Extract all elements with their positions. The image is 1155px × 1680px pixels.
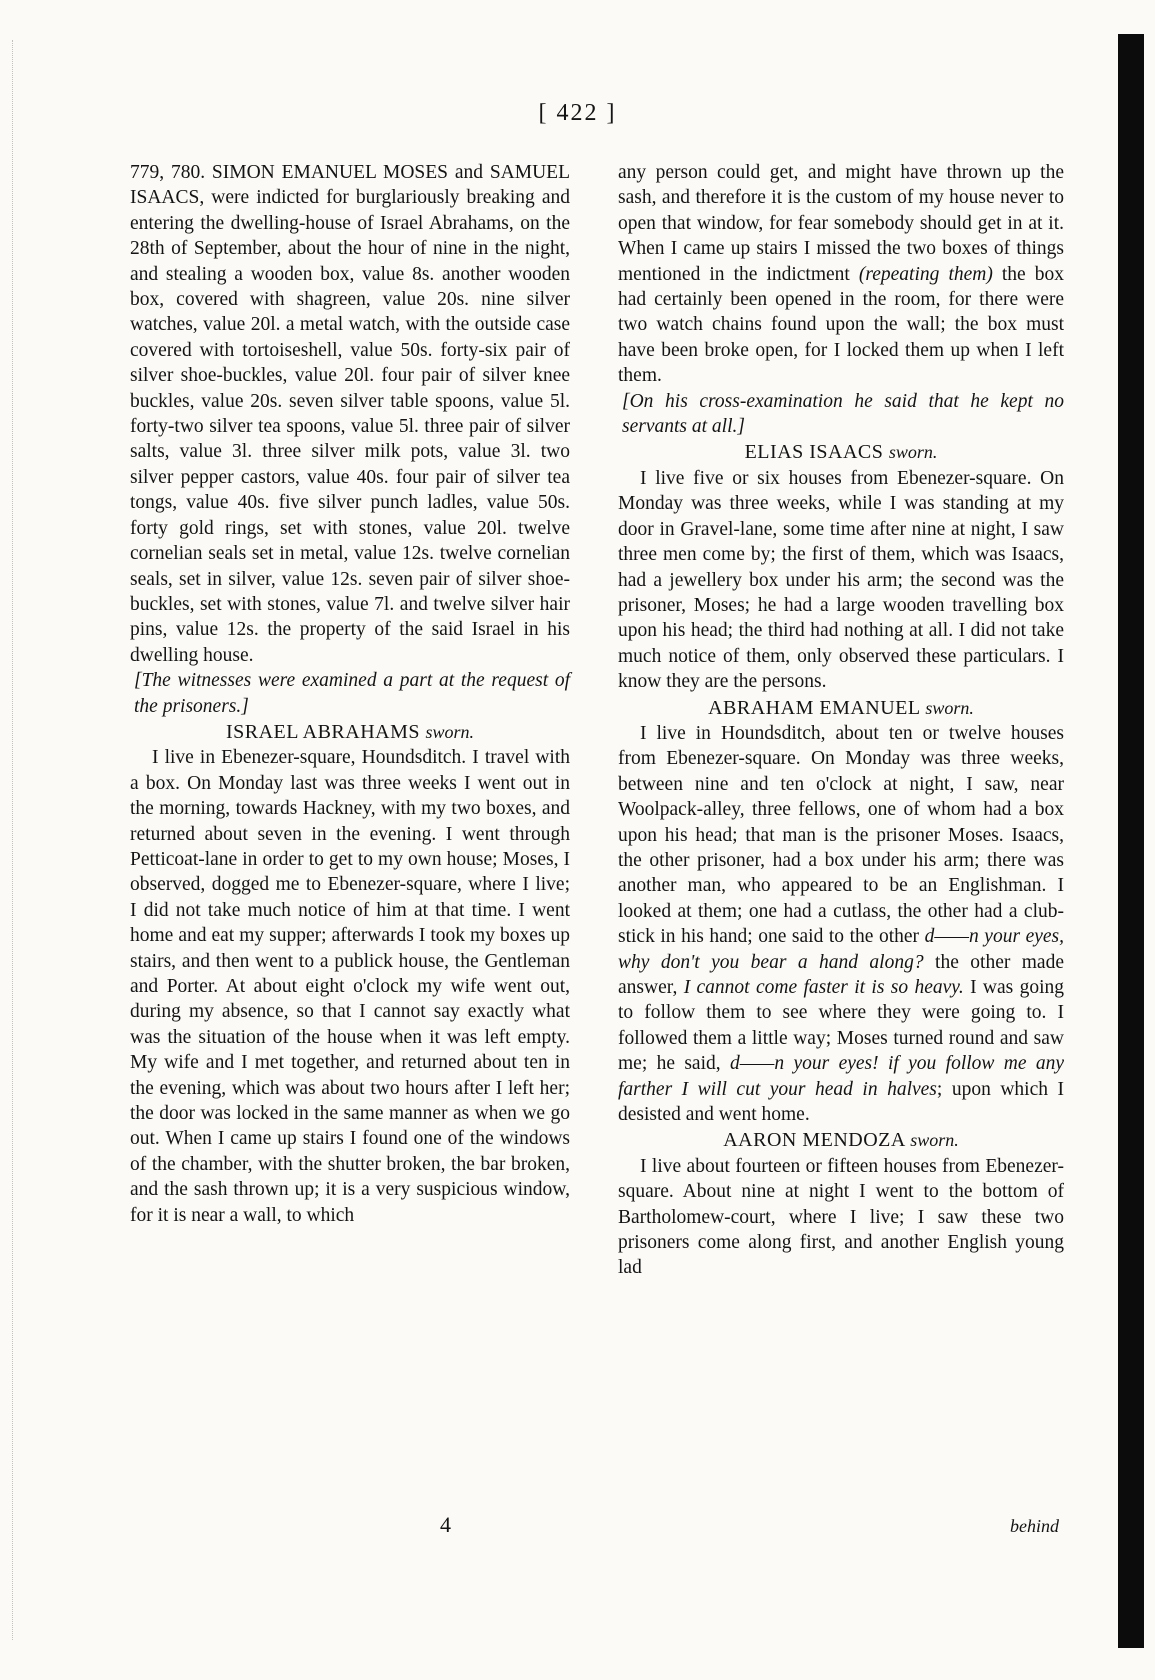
testimony-text: I was going to follow them to see where they were going to. I followed them a little way; Moses turned round and saw me; he said, bbox=[618, 977, 1065, 1075]
book-spine-shadow bbox=[1118, 34, 1144, 1648]
catchword: behind bbox=[1010, 1516, 1059, 1536]
quoted-speech: I cannot come faster it is so heavy. bbox=[683, 977, 964, 998]
indictment-paragraph: 779, 780. SIMON EMANUEL MOSES and SAMUEL ISAACS, were indicted for burglariously breaking and entering the dwelling-house of Israel Abrahams, on the 28th of September, about the hour of nine in the night, and stealing a wooden box, value 8s. another wooden box, covered with shagreen, value 20s. nine silver watches, value 20l. a metal watch, with the outside case covered with tortoiseshell, value 50s. forty-six pair of silver shoe-buckles, value 20l. four pair of silver knee buckles, value 20s. seven silver table spoons, value 5l. forty-two silver tea spoons, value 5l. three pair of silver salts, value 3l. three silver milk pots, value 3l. two silver pepper castors, value 40s. four pair of silver tea tongs, value 40s. five silver punch ladles, value 50s. forty gold rings, set with stones, value 20l. twelve cornelian seals set in metal, value 12s. twelve cornelian seals, set in silver, value 12s. seven pair of silver shoe-buckles, set with stones, value 7l. and twelve silver hair pins, value 12s. the property of the said Israel in his dwelling house. bbox=[130, 162, 570, 666]
witness-heading bbox=[618, 1128, 1064, 1153]
testimony-paragraph: I live about fourteen or fifteen houses from Ebenezer-square. About nine at night I went to the bottom of Bartholomew-court, where I live; I saw these two prisoners come along first, and another English young lad bbox=[618, 1155, 1064, 1279]
examination-note: [The witnesses were examined a part at the request of the prisoners.] bbox=[134, 670, 570, 717]
sworn-label: sworn. bbox=[925, 697, 974, 718]
testimony-text: any person could get, and might have thrown up the sash, and therefore it is the custom of my house never to open that window, for fear somebody should get in at it. When I came up stairs I missed the two boxes of things mentioned in the indictment bbox=[618, 162, 1064, 285]
left-column bbox=[130, 160, 570, 1228]
testimony-text: the other made answer, bbox=[618, 951, 1064, 998]
witness-name: ABRAHAM EMANUEL bbox=[708, 696, 920, 719]
testimony-paragraph: I live five or six houses from Ebenezer-square. On Monday was three weeks, while I was standing at my door in Gravel-lane, some time after nine at night, I saw three men come by; the first of them, which was Isaacs, had a jewellery box under his arm; the second was the prisoner, Moses; he had a large wooden travelling box upon his head; the third had nothing at all. I did not take much notice of them, only observed these particulars. I know they are the persons. bbox=[618, 467, 1064, 693]
sworn-label: sworn. bbox=[888, 442, 938, 463]
testimony-text: I live in Houndsditch, about ten or twelve houses from Ebenezer-square. On Monday was three weeks, between nine and ten o'clock at night, I saw, near Woolpack-alley, three fellows, one of whom had a box upon his head; that man is the prisoner Moses. Isaacs, the other prisoner, had a box under his arm; there was another man, who appeared to be an Englishman. I looked at them; one had a cutlass, the other had a club-stick in his hand; one said to the other bbox=[618, 722, 1064, 948]
witness-name: ISRAEL ABRAHAMS bbox=[225, 720, 420, 743]
witness-name: ELIAS ISAACS bbox=[744, 441, 884, 464]
testimony-paragraph: I live in Ebenezer-square, Houndsditch. I travel with a box. On Monday last was three weeks I went out in the morning, towards Hackney, with my two boxes, and returned about seven in the evening. I went through Petticoat-lane in order to get to my own house; Moses, I observed, dogged me to Ebenezer-square, where I live; I did not take much notice of him at that time. I went home and eat my supper; afterwards I took my boxes up stairs, and then went to a publick house, the Gentleman and Porter. At about eight o'clock my wife went out, during my absence, so that I cannot say exactly what was the situation of the house when it was left empty. My wife and I met together, and returned about ten in the evening, which was about two hours after I left her; the door was locked in the same manner as when we go out. When I came up stairs I found one of the windows of the chamber, with the shutter broken, the bar broken, and the sash thrown up; it is a very suspicious window, for it is near a wall, to which bbox=[130, 747, 570, 1226]
cross-examination-note: [On his cross-examination he said that he kept no servants at all.] bbox=[622, 390, 1064, 438]
witness-heading bbox=[130, 720, 570, 745]
quoted-speech: d——n your eyes! if you follow me any farther I will cut your head in halves bbox=[618, 1053, 1064, 1100]
sworn-label: sworn. bbox=[425, 721, 475, 742]
witness-heading bbox=[618, 696, 1064, 721]
testimony-continuation bbox=[618, 160, 1064, 389]
testimony-paragraph bbox=[618, 721, 1064, 1128]
testimony-text: ; upon which I desisted and went home. bbox=[618, 1078, 1064, 1126]
quoted-speech: d——n your eyes, why don't you bear a hand along? bbox=[618, 926, 1065, 973]
testimony-text: the box had certainly been opened in the room, for there were two watch chains found upon the wall; the box must have been broke open, for I locked them up when I left them. bbox=[618, 263, 1065, 387]
binding-edge bbox=[12, 40, 33, 1640]
witness-name: AARON MENDOZA bbox=[723, 1129, 905, 1152]
page-header: [ 422 ] bbox=[538, 100, 617, 126]
witness-heading bbox=[618, 440, 1064, 465]
right-column bbox=[618, 160, 1064, 1281]
testimony-italic: (repeating them) bbox=[858, 263, 993, 285]
sworn-label: sworn. bbox=[910, 1130, 959, 1151]
signature-mark: 4 bbox=[440, 1512, 451, 1537]
